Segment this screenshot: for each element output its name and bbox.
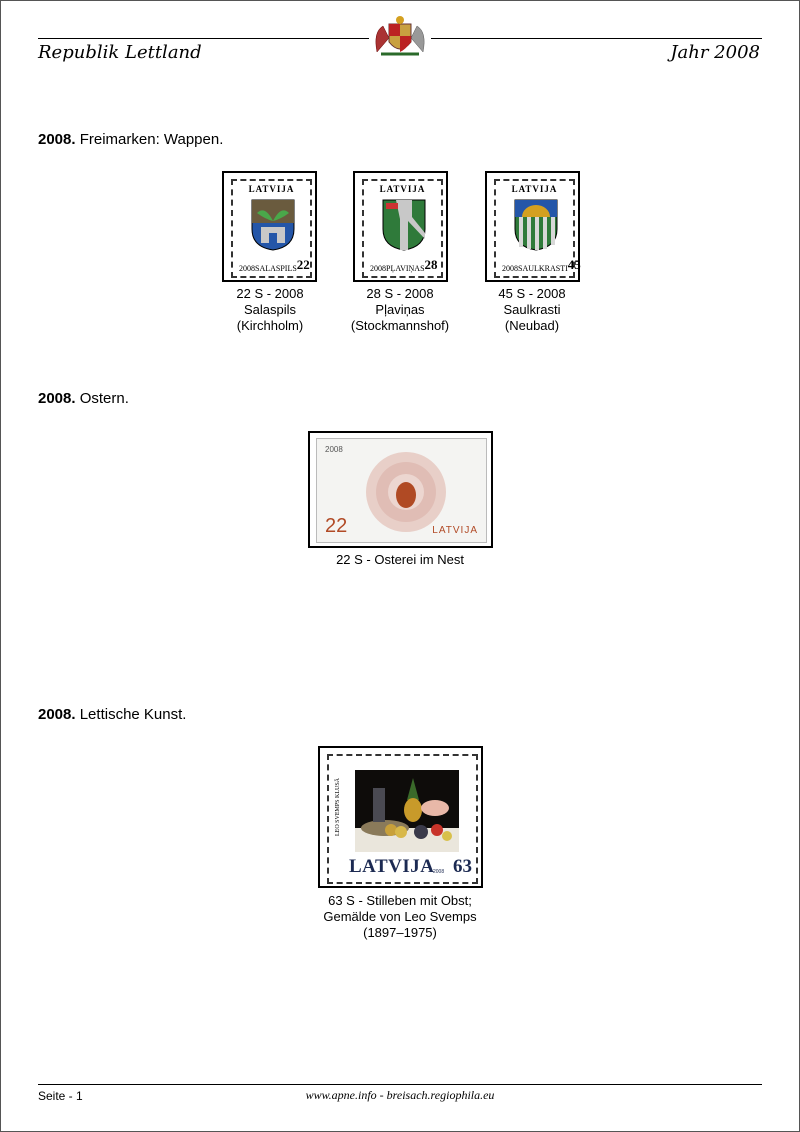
stamp-place: SALASPILS	[255, 264, 297, 273]
stamp-place: SAULKRASTI	[518, 264, 568, 273]
stamp-year: 2008	[239, 264, 255, 273]
stamp-saulkrasti	[485, 171, 580, 282]
caption-line: (Kirchholm)	[236, 318, 304, 333]
section-year: 2008.	[38, 131, 76, 148]
caption-line: 45 S - 2008	[498, 286, 566, 301]
still-life-painting-icon	[355, 770, 459, 852]
footer-url[interactable]: www.apne.info - breisach.regiophila.eu	[305, 1088, 495, 1102]
stamp-perforation	[327, 754, 478, 884]
stamp-value: 22	[325, 515, 348, 537]
stamp-value: 28	[424, 257, 438, 272]
stamp-image-area	[316, 438, 487, 543]
caption-line: 28 S - 2008	[366, 286, 434, 301]
stamp-country: LATVIJA	[248, 184, 295, 194]
caption-salaspils	[210, 286, 330, 334]
stamp-value: 63	[453, 856, 472, 877]
stamp-perforation	[231, 179, 312, 278]
saulkrasti-shield-icon	[514, 199, 558, 251]
stamp-perforation	[494, 179, 581, 278]
footer-rule	[38, 1084, 762, 1085]
stamp-salaspils	[222, 171, 317, 282]
caption-line: (1897–1975)	[363, 925, 437, 940]
stamp-footer	[239, 257, 310, 273]
stamp-value: 45	[567, 257, 581, 272]
stamp-footer	[370, 257, 438, 273]
section-heading-wappen	[38, 131, 223, 148]
stamp-footer	[502, 257, 581, 273]
caption-easter: 22 S - Osterei im Nest	[336, 552, 464, 567]
caption-still-life	[290, 893, 510, 941]
stamp-easter	[308, 431, 493, 548]
section-heading-ostern	[38, 390, 129, 407]
header-country: Republik Lettland	[38, 42, 202, 63]
header-year: Jahr 2008	[670, 42, 760, 63]
stamp-country: LATVIJA	[379, 184, 426, 194]
stamp-year: 2008	[370, 264, 386, 273]
section-heading-kunst	[38, 706, 186, 723]
stamp-value: 22	[296, 257, 310, 272]
stamp-still-life	[318, 746, 483, 888]
caption-line: 63 S - Stilleben mit Obst;	[328, 893, 472, 908]
artist-name: LEO SVEMPS	[335, 799, 341, 837]
caption-line: 22 S - 2008	[236, 286, 304, 301]
section-year: 2008.	[38, 706, 76, 723]
stamp-country: LATVIJA	[349, 856, 435, 877]
section-title: Lettische Kunst.	[75, 706, 187, 723]
caption-line: (Neubad)	[504, 318, 560, 333]
plavinas-shield-icon	[382, 199, 426, 251]
nest-egg-icon	[361, 447, 451, 537]
coat-of-arms-icon	[369, 12, 431, 60]
stamp-plavinas	[353, 171, 448, 282]
page-number: Seite - 1	[38, 1089, 83, 1103]
section-title: Ostern.	[75, 390, 129, 407]
stamp-perforation	[362, 179, 443, 278]
stamp-place: PĻAVIŅAS	[386, 264, 425, 273]
caption-line: Saulkrasti	[503, 302, 561, 317]
stamp-side-text	[335, 766, 349, 848]
caption-line: (Stockmannshof)	[350, 318, 450, 333]
caption-saulkrasti	[472, 286, 592, 334]
stamp-country: LATVIJA	[432, 525, 478, 536]
stamp-year: 2008	[502, 264, 518, 273]
stamp-year: 2008	[325, 445, 343, 454]
caption-plavinas	[340, 286, 460, 334]
section-title: Freimarken: Wappen.	[75, 131, 224, 148]
caption-line: Pļaviņas	[375, 302, 425, 317]
stamp-year: 2008	[433, 869, 445, 875]
caption-line: Salaspils	[243, 302, 297, 317]
painting-title-short: KLUSĀ	[335, 777, 341, 798]
caption-line: Gemälde von Leo Svemps	[323, 909, 477, 924]
stamp-country: LATVIJA	[511, 184, 558, 194]
section-year: 2008.	[38, 390, 76, 407]
salaspils-shield-icon	[251, 199, 295, 251]
